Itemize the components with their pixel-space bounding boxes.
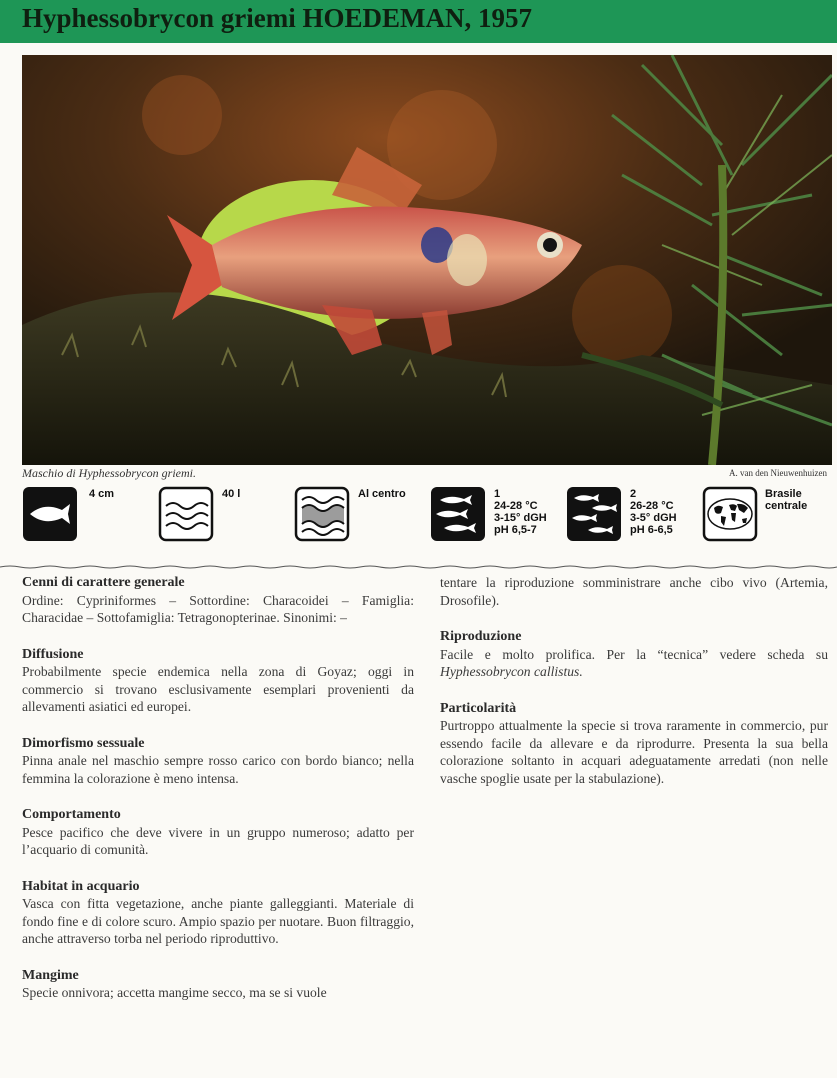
section-habitat <box>22 878 414 948</box>
swim-zone-label: Al centro <box>358 488 406 500</box>
section-heading: Particolarità <box>440 700 517 716</box>
breeding-ph: pH 6-6,5 <box>630 524 673 536</box>
swim-zone-icon <box>294 486 350 542</box>
page-title: Hyphessobrycon griemi HOEDEMAN, 1957 <box>22 3 532 33</box>
title-bar <box>0 0 837 43</box>
section-text: Ordine: Cypriniformes – Sottordine: Characoidei – Famiglia: Characidae – Sottofamiglia: Tetragonopterinae. Sinonimi: – <box>22 592 414 625</box>
section-dimorphism <box>22 735 414 788</box>
breeding-difficulty-level: 2 <box>630 488 637 500</box>
section-text: Purtroppo attualmente la specie si trova raramente in commercio, pur essendo facile da allevare e da riprodurre. Presenta la sua bella colorazione soltanto in acquari adeguatamente arredati (non nelle vasche spoglie usate per la stabulazione). <box>440 718 828 786</box>
keeping-temperature: 24-28 °C <box>494 500 538 512</box>
section-reproduction <box>440 628 828 681</box>
distribution-line-2: centrale <box>765 500 808 512</box>
keeping-difficulty-label <box>494 488 547 536</box>
fish-size-label: 4 cm <box>89 488 115 500</box>
tank-volume-label: 40 l <box>222 488 241 500</box>
breeding-hardness: 3-5° dGH <box>630 512 677 524</box>
section-text: Pesce pacifico che deve vivere in un gruppo numeroso; adatto per l’acquario di comunità. <box>22 824 414 857</box>
section-divider <box>0 564 837 570</box>
section-food <box>22 967 414 1002</box>
fish-size-icon <box>22 486 78 542</box>
section-text-wrapper <box>440 646 828 681</box>
section-diffusion <box>22 646 414 716</box>
info-icons-row <box>0 484 837 548</box>
caption-species: Hyphessobrycon griemi. <box>78 466 196 480</box>
section-heading: Cenni di carattere generale <box>22 575 185 590</box>
section-heading: Mangime <box>22 967 79 983</box>
distribution-line-1: Brasile <box>765 488 802 500</box>
tank-volume-icon <box>158 486 214 542</box>
species-reference: Hyphessobrycon callistus. <box>440 664 583 679</box>
section-text: tentare la riproduzione somministrare anche cibo vivo (Artemia, Drosofile). <box>440 575 828 608</box>
section-text: Facile e molto prolifica. Per la “tecnica” vedere scheda su <box>440 646 828 662</box>
keeping-difficulty-icon <box>430 486 486 542</box>
section-text: Specie onnivora; accetta mangime secco, ma se si vuole <box>22 985 327 1000</box>
section-text: Vasca con fitta vegetazione, anche piante galleggianti. Materiale di fondo fine e di colore scuro. Ampio spazio per nuotare. Buon filtraggio, anche attraverso torba nel periodo riproduttivo. <box>22 896 414 946</box>
section-heading: Riproduzione <box>440 629 522 644</box>
keeping-ph: pH 6,5-7 <box>494 524 537 536</box>
section-heading: Comportamento <box>22 807 121 822</box>
caption-text: Maschio di <box>22 466 79 480</box>
section-food-continued <box>440 574 828 609</box>
world-map-icon <box>702 486 758 542</box>
section-notes <box>440 700 828 788</box>
photo-caption <box>22 466 196 481</box>
keeping-difficulty-level: 1 <box>494 488 501 500</box>
section-behaviour <box>22 806 414 859</box>
left-column <box>22 574 414 1021</box>
section-heading: Dimorfismo sessuale <box>22 735 145 751</box>
keeping-hardness: 3-15° dGH <box>494 512 547 524</box>
section-text: Probabilmente specie endemica nella zona di Goyaz; oggi in commercio si trovano esclusivamente esemplari provenienti da allevamenti asiatici ed europei. <box>22 664 414 714</box>
section-heading: Diffusione <box>22 646 84 662</box>
breeding-difficulty-label <box>630 488 677 536</box>
photo-credit: A. van den Nieuwenhuizen <box>729 468 827 478</box>
section-text: Pinna anale nel maschio sempre rosso carico con bordo bianco; nella femmina la colorazione è meno intensa. <box>22 753 414 786</box>
distribution-label <box>765 488 807 512</box>
section-heading: Habitat in acquario <box>22 878 140 894</box>
fish-photo <box>22 55 832 465</box>
section-general <box>22 574 414 627</box>
breeding-temperature: 26-28 °C <box>630 500 674 512</box>
breeding-difficulty-icon <box>566 486 622 542</box>
right-column <box>440 574 828 806</box>
